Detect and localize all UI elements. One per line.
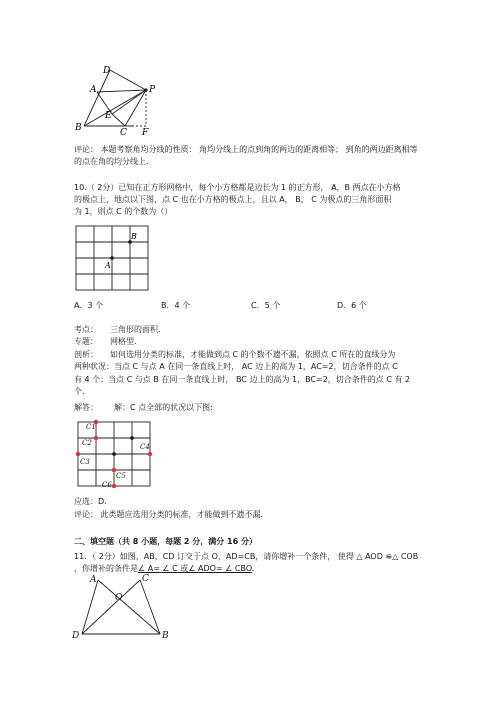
q10-solution-grid [72,416,156,490]
line-bp [84,90,146,126]
svg-text:P: P [149,85,156,95]
q10-option-c: C．5 个 [251,301,281,310]
line-ad [82,580,98,634]
line-cd [82,580,140,634]
svg-text:B: B [75,123,82,133]
jieda-label: 解答： [74,403,98,412]
svg-text:C2: C2 [82,439,92,447]
comment-1-line-1: 评论： 本题考察角均分线的性质： 角均分线上的点到角的两边的距离相等； 到角的两边距离相等 [74,145,418,154]
pouxi-label: 剖析： [74,350,98,359]
svg-text:E: E [105,111,112,121]
pouxi-line-4: 个. [74,387,85,396]
q11-answer: ∠ A= ∠ C 或∠ ADO= ∠ CBO [138,564,252,573]
q11-figure [70,572,174,642]
jieda-text: 解：C 点全部的状况以下图: [114,403,213,412]
comment-10: 评论： 此类题应选用分类的标准，才能做到不遗不漏. [74,510,264,519]
q10-line-3: 为 1，则点 C 的个数为（） [74,207,173,216]
svg-text:C5: C5 [116,472,126,480]
svg-text:O: O [115,593,123,603]
svg-text:C1: C1 [86,423,96,431]
line-ab [98,580,160,634]
svg-text:D: D [72,631,80,641]
line-cp [125,90,146,126]
q11-line-1: 11．（ 2分）如图，AB，CD 订交于点 O，AD=CB，请你增补一个条件， 使得 △ AOD ≌△ COB [74,552,419,561]
q10-option-d: D．6 个 [337,301,367,310]
svg-text:B: B [162,631,169,641]
zhuanti-text: 网格型. [110,337,137,346]
point-b [130,436,134,440]
line-ec [112,114,125,126]
svg-text:C4: C4 [140,443,150,451]
svg-text:A: A [105,261,111,270]
svg-text:C: C [120,128,127,137]
svg-text:C: C [142,574,149,584]
zhuanti-label: 专题： [74,337,98,346]
line-dp [110,70,146,90]
svg-text:F: F [142,128,149,137]
pouxi-line-1: 如何选用分类的标准，才能做到点 C 的个数不遗不漏，依照点 C 所在的直线分为 [110,350,396,359]
svg-text:A: A [90,575,97,585]
q10-option-a: A．3 个 [74,301,104,310]
yingxuan: 应选：D． [74,497,113,506]
svg-text:A: A [90,85,97,95]
q10-grid [72,222,152,296]
section-2-title: 二、填空题（共 8 小题，每题 2 分，满分 16 分） [74,537,257,546]
q10-option-b: B．4 个 [161,301,191,310]
q11-suffix: . [251,564,255,573]
point-a [110,256,114,260]
line-cb [140,580,160,634]
line-ep [112,90,146,114]
angle-bisector-figure [70,62,170,137]
kaodian-label: 考点： [74,325,98,334]
svg-text:B: B [131,232,137,241]
pouxi-line-3: 有 4 个；当点 C 与点 B 在同一条直线上时， BC 边上的高为 1，BC=2，切合条件的点 C 有 2 [74,375,411,384]
svg-text:C3: C3 [80,458,90,466]
pouxi-line-2: 两种状况：当点 C 与点 A 在同一条直线上时， AC 边上的高为 1，AC=2，切合条件的点 C [74,362,398,371]
svg-text:C6: C6 [102,481,112,489]
comment-1-line-2: 的点在角的均分线上. [74,157,149,166]
line-ap [97,90,146,92]
q10-line-2: 的极点上，地点以下图，点 C 也在小方格的极点上，且以 A， B， C 为极点的三角形面积 [74,195,392,204]
kaodian-text: 三角形的面积. [110,325,161,334]
svg-text:D: D [103,66,111,76]
q11-prefix: ，你增补的条件是 [74,564,138,573]
q10-line-1: 10.（ 2分）已知在正方形网格中，每个小方格都是边长为 1 的正方形， A，B 两点在小方格 [74,183,401,192]
point-a [112,452,116,456]
